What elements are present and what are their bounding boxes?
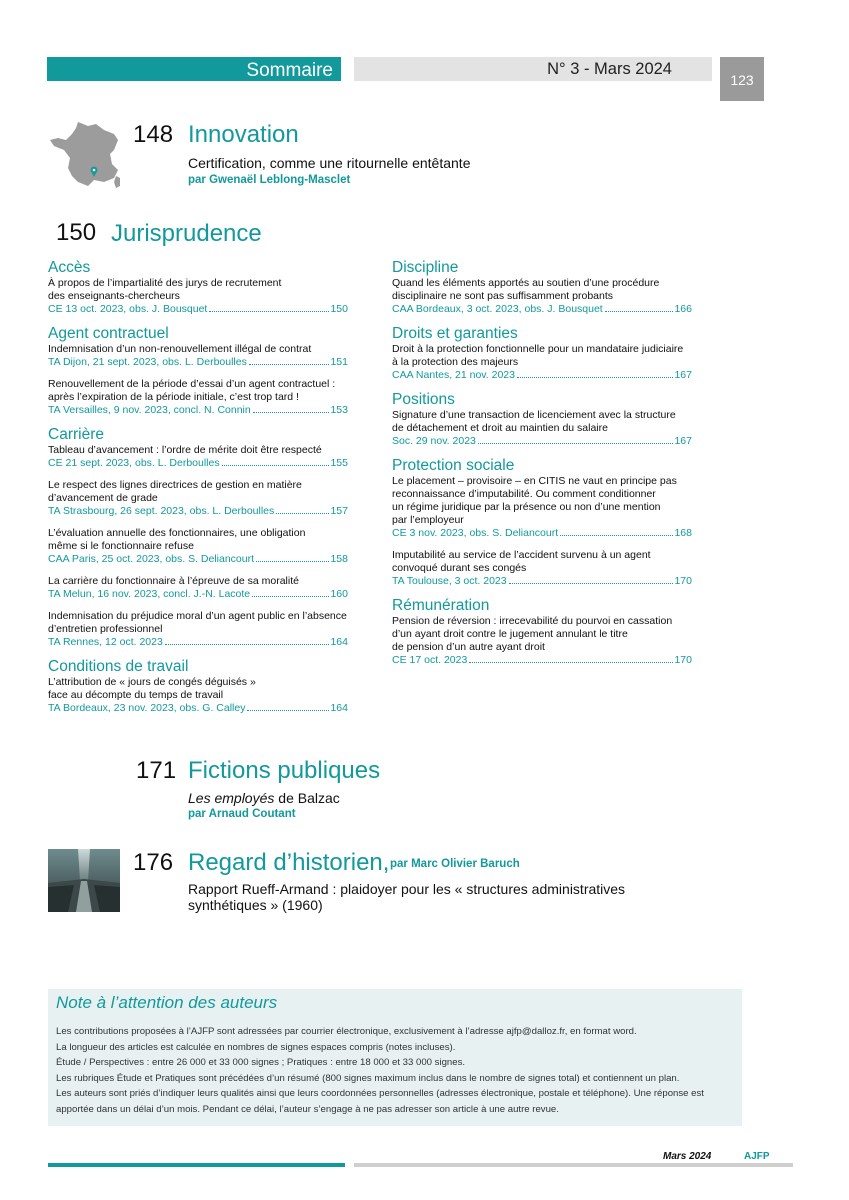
innovation-page-number: 148	[133, 121, 174, 148]
juris-entry-ref[interactable]	[48, 636, 348, 649]
france-map-icon	[48, 120, 124, 192]
leader-dots	[605, 311, 674, 312]
section-title: Sommaire	[246, 60, 333, 81]
juris-category-heading: Conditions de travail	[48, 658, 189, 675]
juris-entry-ref-text: CE 3 nov. 2023, obs. S. Deliancourt	[392, 527, 559, 539]
juris-entry-ref-text: TA Toulouse, 3 oct. 2023	[392, 575, 507, 587]
juris-entry-ref-text: CAA Nantes, 21 nov. 2023	[392, 369, 515, 381]
leader-dots	[560, 535, 673, 536]
juris-entry-page: 170	[674, 575, 692, 587]
juris-title[interactable]: Jurisprudence	[111, 220, 262, 247]
leader-dots	[469, 662, 673, 663]
juris-entry-title: La carrière du fonctionnaire à l’épreuve de sa moralité	[48, 575, 299, 587]
fictions-subtitle-rest: de Balzac	[274, 790, 340, 806]
fictions-subtitle-italic: Les employés	[188, 790, 275, 806]
note-text	[56, 1024, 740, 1118]
juris-entry-ref[interactable]	[48, 303, 348, 316]
juris-entry-ref[interactable]	[392, 303, 692, 316]
juris-entry-title: Quand les éléments apportés au soutien d’une procédure disciplinaire ne sont pas suffisamment probants	[392, 277, 660, 302]
juris-entry-page: 158	[330, 553, 348, 565]
author-note-box	[48, 989, 742, 1126]
juris-entry-ref-text: CAA Bordeaux, 3 oct. 2023, obs. J. Bousquet	[392, 303, 603, 315]
juris-entry-ref[interactable]	[48, 356, 348, 369]
header-section-bar	[47, 57, 341, 81]
juris-entry-page: 170	[674, 654, 692, 666]
juris-category-heading: Protection sociale	[392, 457, 515, 474]
innovation-author: par Gwenaël Leblong-Masclet	[188, 174, 351, 186]
juris-page-number: 150	[56, 219, 97, 246]
leader-dots	[249, 364, 330, 365]
juris-entry-ref-text: TA Rennes, 12 oct. 2023	[48, 636, 163, 648]
header-issue-bar	[354, 57, 712, 81]
juris-entry-ref-text: TA Dijon, 21 sept. 2023, obs. L. Derboulles	[48, 356, 247, 368]
juris-entry-ref-text: CE 17 oct. 2023	[392, 654, 468, 666]
juris-entry-page: 167	[674, 435, 692, 447]
fictions-title[interactable]: Fictions publiques	[188, 757, 381, 784]
juris-entry-ref[interactable]	[392, 435, 692, 448]
juris-entry-title: Indemnisation d’un non-renouvellement illégal de contrat	[48, 343, 312, 355]
juris-entry-title: Le respect des lignes directrices de gestion en matière d’avancement de grade	[48, 479, 302, 504]
juris-entry-ref-text: CE 21 sept. 2023, obs. L. Derboulles	[48, 457, 220, 469]
juris-entry-page: 167	[674, 369, 692, 381]
juris-entry-ref[interactable]	[48, 553, 348, 566]
juris-category-heading: Positions	[392, 391, 455, 408]
regard-author: par Marc Olivier Baruch	[390, 858, 520, 870]
juris-entry-title: Renouvellement de la période d’essai d’un agent contractuel : après l’expiration de la période initiale, c’est trop tard !	[48, 378, 336, 403]
juris-entry-ref-text: TA Bordeaux, 23 nov. 2023, obs. G. Calley	[48, 702, 246, 714]
innovation-title[interactable]: Innovation	[188, 121, 299, 148]
page-number: 123	[720, 57, 764, 101]
architecture-photo	[48, 849, 120, 912]
juris-entry-page: 151	[330, 356, 348, 368]
juris-entry-ref-text: CE 13 oct. 2023, obs. J. Bousquet	[48, 303, 208, 315]
juris-right-column	[392, 255, 692, 676]
juris-entry-title: Pension de réversion : irrecevabilité du pourvoi en cassation d’un ayant droit contre le jugement annulant le titre de pension d’un autre ayant droit	[392, 615, 673, 653]
note-line: Les contributions proposées à l’AJFP sont adressées par courrier électronique, exclusivement à l’adresse ajfp@dalloz.fr, en format word.	[56, 1026, 637, 1037]
leader-dots	[209, 311, 329, 312]
juris-category-heading: Rémunération	[392, 597, 490, 614]
juris-entry-page: 164	[330, 702, 348, 714]
juris-entry-ref[interactable]	[392, 527, 692, 540]
juris-entry-ref[interactable]	[392, 575, 692, 588]
juris-entry-title: Droit à la protection fonctionnelle pour un mandataire judiciaire à la protection des majeurs	[392, 343, 684, 368]
juris-entry-title: L’évaluation annuelle des fonctionnaires, une obligation même si le fonctionnaire refuse	[48, 527, 306, 552]
juris-entry-ref-text: TA Versailles, 9 nov. 2023, concl. N. Connin	[48, 404, 251, 416]
juris-entry-title: L’attribution de « jours de congés déguisés » face au décompte du temps de travail	[48, 676, 256, 701]
juris-entry-ref[interactable]	[48, 702, 348, 715]
footer-date: Mars 2024	[663, 1151, 712, 1162]
leader-dots	[247, 710, 329, 711]
juris-entry-title: Indemnisation du préjudice moral d’un agent public en l’absence d’entretien professionnel	[48, 610, 347, 635]
innovation-subtitle: Certification, comme une ritournelle entêtante	[188, 155, 471, 171]
juris-entry-title: Imputabilité au service de l’accident survenu à un agent convoqué durant ses congés	[392, 549, 651, 574]
footer-gray-rule	[354, 1163, 793, 1167]
juris-entry-ref-text: Soc. 29 nov. 2023	[392, 435, 476, 447]
juris-entry-page: 150	[330, 303, 348, 315]
juris-entry-page: 164	[330, 636, 348, 648]
juris-entry-page: 160	[330, 588, 348, 600]
juris-entry-ref-text: CAA Paris, 25 oct. 2023, obs. S. Deliancourt	[48, 553, 255, 565]
juris-left-column	[48, 255, 348, 724]
issue-label: N° 3 - Mars 2024	[547, 60, 672, 78]
note-line: Étude / Perspectives : entre 26 000 et 33 000 signes ; Pratiques : entre 18 000 et 33 000 signes.	[56, 1057, 466, 1069]
juris-entry-title: À propos de l’impartialité des jurys de recrutement des enseignants-chercheurs	[48, 277, 282, 302]
juris-category-heading: Discipline	[392, 259, 459, 276]
juris-entry-ref[interactable]	[392, 654, 692, 667]
juris-category-heading: Carrière	[48, 426, 104, 443]
regard-subtitle: Rapport Rueff-Armand : plaidoyer pour les « structures administratives synthétiques » (1960)	[188, 881, 626, 913]
juris-entry-page: 155	[330, 457, 348, 469]
juris-category-heading: Droits et garanties	[392, 325, 518, 342]
leader-dots	[517, 377, 673, 378]
leader-dots	[252, 596, 329, 597]
juris-entry-ref[interactable]	[48, 505, 348, 518]
juris-entry-title: Tableau d’avancement : l’ordre de mérite doit être respecté	[48, 444, 322, 456]
leader-dots	[509, 583, 674, 584]
juris-entry-ref[interactable]	[48, 457, 348, 470]
juris-entry-ref-text: TA Melun, 16 nov. 2023, concl. J.-N. Lacote	[48, 588, 251, 600]
juris-category-heading: Accès	[48, 259, 91, 276]
footer-teal-rule	[48, 1163, 345, 1167]
leader-dots	[256, 561, 329, 562]
juris-category-heading: Agent contractuel	[48, 325, 169, 342]
juris-entry-ref[interactable]	[48, 404, 348, 417]
leader-dots	[222, 465, 330, 466]
leader-dots	[478, 443, 674, 444]
juris-entry-title: Signature d’une transaction de licenciement avec la structure de détachement et droit au maintien du salaire	[392, 409, 676, 434]
footer-journal: AJFP	[744, 1151, 770, 1162]
juris-entry-page: 157	[330, 505, 348, 517]
fictions-author: par Arnaud Coutant	[188, 808, 296, 820]
juris-entry-ref[interactable]	[48, 588, 348, 601]
fictions-page-number: 171	[136, 757, 177, 784]
juris-entry-page: 166	[674, 303, 692, 315]
leader-dots	[165, 644, 330, 645]
juris-entry-page: 168	[674, 527, 692, 539]
juris-entry-ref-text: TA Strasbourg, 26 sept. 2023, obs. L. Derboulles	[48, 505, 275, 517]
regard-title[interactable]: Regard d’historien,	[188, 849, 390, 876]
fictions-subtitle	[188, 790, 340, 806]
note-title: Note à l’attention des auteurs	[56, 993, 278, 1012]
juris-entry-ref[interactable]	[392, 369, 692, 382]
juris-entry-page: 153	[330, 404, 348, 416]
juris-entry-title: Le placement – provisoire – en CITIS ne vaut en principe pas reconnaissance d’imputabilité. Ou comment conditionner un régime juridique par la présence ou non d’une mention par l’employeur	[392, 475, 677, 526]
leader-dots	[253, 412, 330, 413]
note-line: Les rubriques Étude et Pratiques sont précédées d’un résumé (800 signes maximum inclus dans le nombre de signes total) et contiennent un plan.	[56, 1072, 680, 1084]
note-line: La longueur des articles est calculée en nombres de signes espaces compris (notes incluses).	[56, 1041, 456, 1053]
leader-dots	[276, 513, 329, 514]
regard-page-number: 176	[133, 849, 174, 876]
note-line: Les auteurs sont priés d’indiquer leurs qualités ainsi que leurs coordonnées personnelles (adresses électronique, postale et téléphone). Une réponse est apportée dans un délai d’un mois. Pendant ce délai, l’auteur s’engage à ne pas adresser son article à une autre revue.	[56, 1088, 704, 1115]
